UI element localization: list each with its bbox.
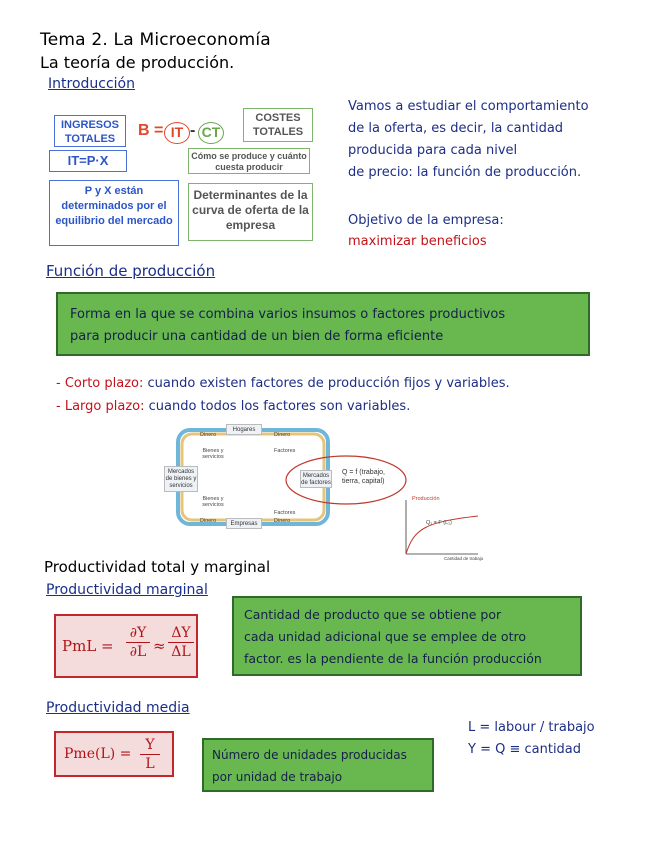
legend-y: Y = Q ≡ cantidad <box>468 742 582 757</box>
production-graph <box>400 498 480 560</box>
pml-lhs: PmL = <box>62 637 114 655</box>
it-formula-box: IT=P·X <box>49 150 127 172</box>
como-box: Cómo se produce y cuánto cuesta producir <box>188 148 310 174</box>
marginal-definition-line: factor. es la pendiente de la función producción <box>244 651 542 666</box>
pme-fraction <box>140 736 160 773</box>
ingresos-box: INGRESOS TOTALES <box>54 115 126 147</box>
pme-lhs: Pme(L) = <box>64 746 132 762</box>
legend-l: L = labour / trabajo <box>468 720 595 735</box>
media-definition <box>202 738 434 792</box>
productividad-heading: Productividad total y marginal <box>44 558 271 576</box>
graph-xlabel: Cantidad de trabajo <box>444 556 484 561</box>
page-subtitle: La teoría de producción. <box>40 53 235 72</box>
intro-heading: Introducción <box>48 76 135 92</box>
maximizar-text: maximizar beneficios <box>348 234 487 249</box>
ct-circle: CT <box>198 122 224 144</box>
factores-label: Factores <box>274 448 296 454</box>
pml-fraction-1 <box>126 624 150 661</box>
dinero-label: Dinero <box>274 518 291 524</box>
pml-formula-box <box>54 614 198 678</box>
pml-denominator: ∂L <box>126 642 150 661</box>
marginal-definition-line: cada unidad adicional que se emplee de otro <box>244 629 526 644</box>
pml-numerator: ∂Y <box>129 625 147 641</box>
largo-plazo <box>56 399 410 414</box>
intro-note-line: de precio: la función de producción. <box>348 165 582 180</box>
approx-sign: ≈ <box>153 637 166 655</box>
b-equation: B = <box>138 122 164 139</box>
corto-label: - Corto plazo: <box>56 376 144 391</box>
marginal-definition <box>232 596 582 676</box>
hogares-box: Hogares <box>226 424 262 435</box>
bienes-label: Bienes y servicios <box>202 448 224 460</box>
objetivo-text: Objetivo de la empresa: <box>348 213 504 228</box>
dinero-label: Dinero <box>200 518 217 524</box>
marginal-heading: Productividad marginal <box>46 582 208 598</box>
pyx-box: P y X están determinados por el equilibrio del mercado <box>49 180 179 246</box>
media-definition-line: por unidad de trabajo <box>212 770 343 784</box>
graph-curve-label: Q₁ = F (L₁) <box>426 520 452 526</box>
it-circle: IT <box>164 122 190 144</box>
largo-text: cuando todos los factores son variables. <box>148 399 411 414</box>
dinero-label: Dinero <box>200 432 217 438</box>
costes-box: COSTES TOTALES <box>243 108 313 142</box>
bienes-label: Bienes y servicios <box>202 496 224 508</box>
intro-note-line: producida para cada nivel <box>348 143 518 158</box>
pme-denominator: L <box>140 754 160 773</box>
mercado-factores-box: Mercados de factores <box>300 470 332 488</box>
largo-label: - Largo plazo: <box>56 399 145 414</box>
intro-note <box>348 96 648 184</box>
pme-numerator: Y <box>145 737 155 753</box>
pml-fraction-2 <box>168 624 194 661</box>
determinantes-box: Determinantes de la curva de oferta de la empresa <box>188 183 313 241</box>
graph-ylabel: Producción <box>412 496 440 502</box>
minus-sign: - <box>190 122 196 139</box>
q-formula: Q = f (trabajo, tierra, capital) <box>342 469 385 485</box>
media-definition-line: Número de unidades producidas <box>212 748 407 762</box>
funcion-definition-line: para producir una cantidad de un bien de forma eficiente <box>70 329 444 344</box>
empresas-box: Empresas <box>226 518 262 529</box>
pme-formula-box <box>54 731 174 777</box>
mercado-bienes-box: Mercados de bienes y servicios <box>164 466 198 492</box>
corto-text: cuando existen factores de producción fijos y variables. <box>147 376 510 391</box>
media-heading: Productividad media <box>46 700 190 716</box>
funcion-definition <box>56 292 590 356</box>
intro-note-line: de la oferta, es decir, la cantidad <box>348 121 564 136</box>
corto-plazo <box>56 376 510 391</box>
circular-flow-diagram <box>164 422 484 561</box>
dinero-label: Dinero <box>274 432 291 438</box>
intro-note-line: Vamos a estudiar el comportamiento <box>348 99 589 114</box>
funcion-definition-line: Forma en la que se combina varios insumos o factores productivos <box>70 307 506 322</box>
page-title: Tema 2. La Microeconomía <box>40 30 271 50</box>
factores-label: Factores <box>274 510 296 516</box>
pml-denominator: ΔL <box>168 642 194 661</box>
funcion-heading: Función de producción <box>46 262 216 280</box>
pml-numerator: ΔY <box>171 625 191 641</box>
marginal-definition-line: Cantidad de producto que se obtiene por <box>244 607 502 622</box>
